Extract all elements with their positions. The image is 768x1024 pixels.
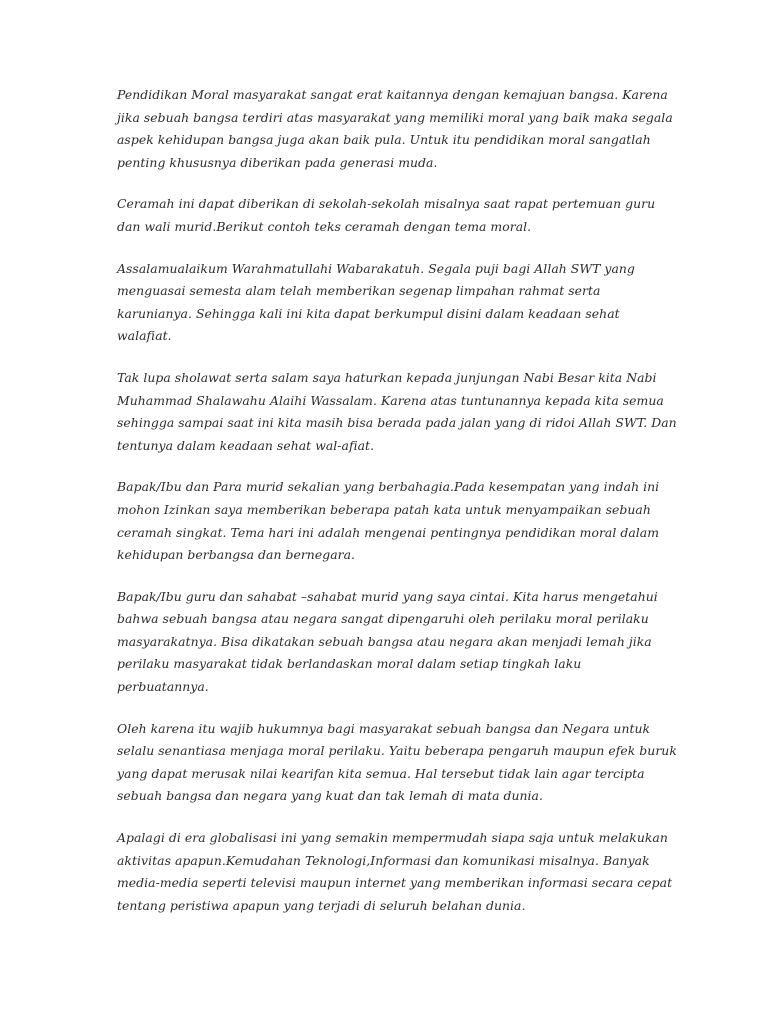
paragraph-intro: Pendidikan Moral masyarakat sangat erat kaitannya dengan kemajuan bangsa. Karena jika sebuah bangsa terdiri atas masyarakat yang memiliki moral yang baik maka segala aspek kehidupan bangsa juga akan baik pula. Untuk itu pendidikan moral sangatlah penting khususnya diberikan pada generasi muda. [117,87,673,170]
paragraph-obligation: Oleh karena itu wajib hukumnya bagi masyarakat sebuah bangsa dan Negara untuk selalu senantiasa menjaga moral perilaku. Yaitu beberapa pengaruh maupun efek buruk yang dapat merusak nilai kearifan kita semua. Hal tersebut tidak lain agar tercipta sebuah bangsa dan negara yang kuat dan tak lemah di mata dunia. [117,720,677,804]
paragraph-sholawat: Tak lupa sholawat serta salam saya haturkan kepada junjungan Nabi Besar kita Nabi Muhammad Shalawahu Alaihi Wassalam. Karena atas tuntunannya kepada kita semua sehingga sampai saat ini kita masih bisa berada pada jalan yang di ridoi Allah SWT. Dan tentunya dalam keadaan sehat wal-afiat. [117,369,677,453]
paragraph-greeting: Assalamualaikum Warahmatullahi Wabarakatuh. Segala puji bagi Allah SWT yang menguasai semesta alam telah memberikan segenap limpahan rahmat serta karunianya. Sehingga kali ini kita dapat berkumpul disini dalam keadaan sehat walafiat. [117,260,635,344]
paragraph-moral-influence: Bapak/Ibu guru dan sahabat –sahabat murid yang saya cintai. Kita harus mengetahui bahwa sebuah bangsa atau negara sangat dipengaruhi oleh perilaku moral perilaku masyarakatnya. Bisa dikatakan sebuah bangsa atau negara akan menjadi lemah jika perilaku masyarakat tidak berlandaskan moral dalam setiap tingkah laku perbuatannya. [117,588,658,695]
paragraph-globalization: Apalagi di era globalisasi ini yang semakin mempermudah siapa saja untuk melakukan aktivitas apapun.Kemudahan Teknologi,Informasi dan komunikasi misalnya. Banyak media-media seperti televisi maupun internet yang memberikan informasi secara cepat tentang peristiwa apapun yang terjadi di seluruh belahan dunia. [117,830,673,913]
document-body [117,84,677,936]
paragraph-context: Ceramah ini dapat diberikan di sekolah-sekolah misalnya saat rapat pertemuan guru dan wali murid.Berikut contoh teks ceramah dengan tema moral. [117,196,656,234]
paragraph-opening: Bapak/Ibu dan Para murid sekalian yang berbahagia.Pada kesempatan yang indah ini mohon Izinkan saya memberikan beberapa patah kata untuk menyampaikan sebuah ceramah singkat. Tema hari ini adalah mengenai pentingnya pendidikan moral dalam kehidupan berbangsa dan bernegara. [117,479,660,563]
